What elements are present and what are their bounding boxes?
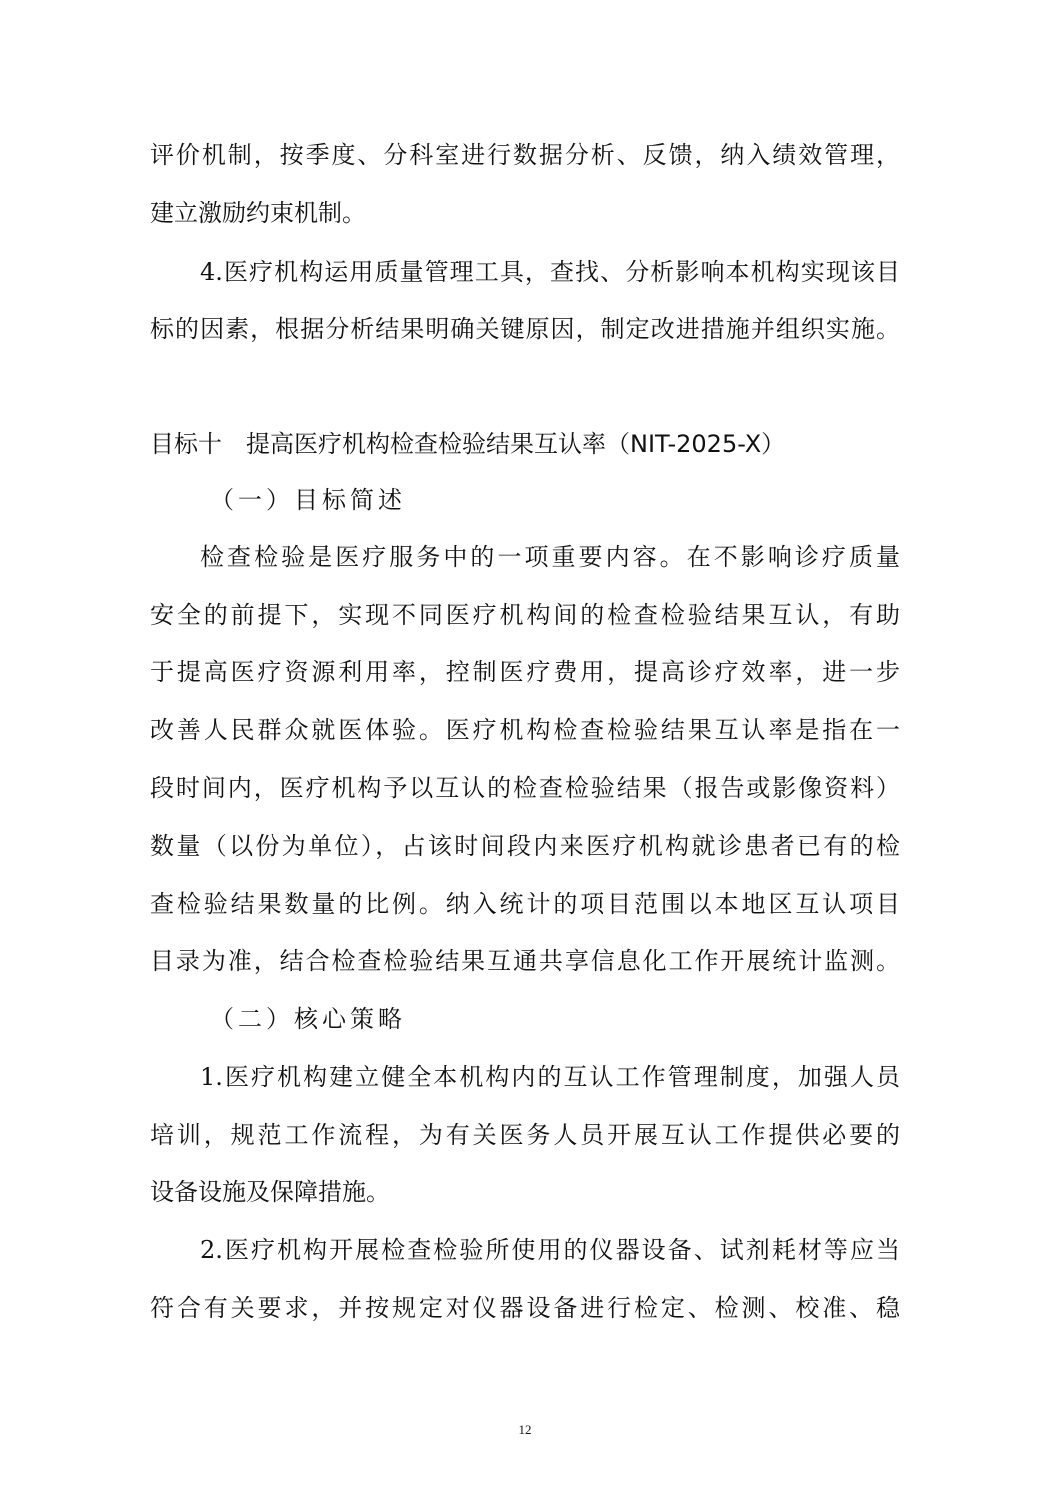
paragraph-line: 符合有关要求，并按规定对仪器设备进行检定、检测、校准、稳: [150, 1294, 900, 1322]
paragraph-line: 数量（以份为单位），占该时间段内来医疗机构就诊患者已有的检: [150, 832, 900, 860]
paragraph-line: 2.医疗机构开展检查检验所使用的仪器设备、试剂耗材等应当: [200, 1236, 900, 1264]
paragraph-line: 于提高医疗资源利用率，控制医疗费用，提高诊疗效率，进一步: [150, 658, 900, 686]
paragraph-line: 标的因素，根据分析结果明确关键原因，制定改进措施并组织实施。: [150, 315, 900, 343]
paragraph-line: 目录为准，结合检查检验结果互通共享信息化工作开展统计监测。: [150, 947, 900, 975]
page-number: 12: [518, 1422, 532, 1437]
paragraph-line: 段时间内，医疗机构予以互认的检查检验结果（报告或影像资料）: [150, 774, 900, 802]
section-heading: 目标十 提高医疗机构检查检验结果互认率（NIT-2025-X）: [150, 430, 786, 458]
paragraph-line: 评价机制，按季度、分科室进行数据分析、反馈，纳入绩效管理，: [150, 141, 900, 169]
paragraph-line: 1.医疗机构建立健全本机构内的互认工作管理制度，加强人员: [200, 1063, 900, 1091]
paragraph-line: 培训，规范工作流程，为有关医务人员开展互认工作提供必要的: [150, 1121, 900, 1149]
paragraph-line: 查检验结果数量的比例。纳入统计的项目范围以本地区互认项目: [150, 890, 900, 918]
paragraph-line: 安全的前提下，实现不同医疗机构间的检查检验结果互认，有助: [150, 601, 900, 629]
paragraph-line: 建立激励约束机制。: [150, 199, 366, 227]
paragraph-line: 4.医疗机构运用质量管理工具，查找、分析影响本机构实现该目: [200, 258, 900, 286]
paragraph-line: 改善人民群众就医体验。医疗机构检查检验结果互认率是指在一: [150, 716, 900, 744]
subsection-heading: （一）目标简述: [210, 486, 406, 514]
paragraph-line: 设备设施及保障措施。: [150, 1178, 390, 1206]
subsection-heading: （二）核心策略: [210, 1005, 406, 1033]
paragraph-line: 检查检验是医疗服务中的一项重要内容。在不影响诊疗质量: [200, 543, 900, 571]
